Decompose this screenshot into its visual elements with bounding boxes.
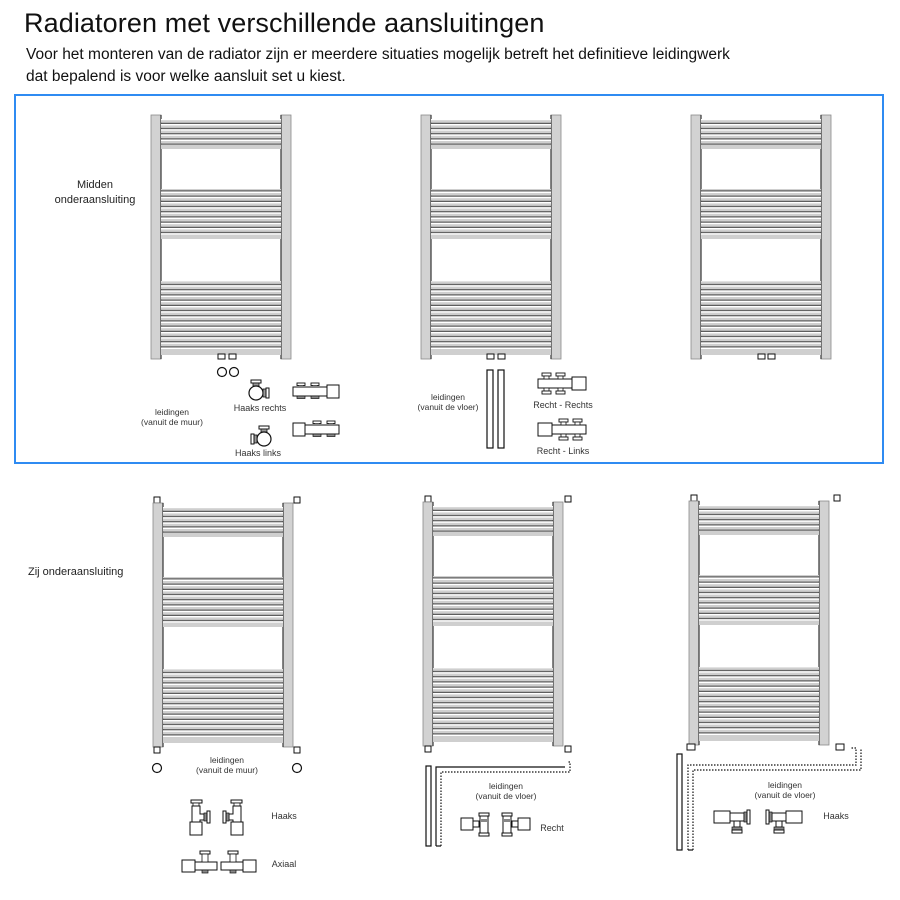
floor-pipe-icon [426, 766, 431, 846]
valve-label-recht: Recht [540, 823, 564, 833]
valve-recht-left-icon [461, 813, 489, 836]
radiator-midden-plain [691, 115, 831, 359]
wall-pipe-icon [230, 368, 239, 377]
valve-recht-links-icon [538, 419, 586, 440]
valve-label-recht-rechts: Recht - Rechts [533, 400, 593, 410]
pipes-label-line-2: (vanuit de muur) [141, 417, 203, 427]
valve-recht-right-icon [502, 813, 530, 836]
valve-label-axiaal: Axiaal [271, 859, 297, 869]
pipes-label-line-1: leidingen [209, 755, 245, 765]
pipes-label-line-2: (vanuit de vloer) [754, 790, 816, 800]
valve-axiaal-right-icon [221, 851, 256, 873]
floor-pipe-icon [498, 370, 504, 448]
valve-label-haaks-links: Haaks links [234, 448, 281, 458]
pipes-label-line-2: (vanuit de vloer) [475, 791, 537, 801]
subtitle-line-2: dat bepalend is voor welke aansluit set u kiest. [26, 68, 346, 85]
radiator-zij-wall [153, 497, 302, 773]
pipes-label-line-1: leidingen [154, 407, 190, 417]
pipes-label-midden-wall [130, 407, 214, 427]
pipes-label-zij-floor-haaks [740, 780, 830, 800]
valve-label-haaks: Haaks [271, 811, 297, 821]
valve-haaks-rechts-icon [249, 380, 269, 400]
midden-label-line-2: onderaansluiting [54, 194, 136, 206]
valve-haaks-floor-left-icon [714, 810, 750, 833]
floor-pipe-icon [677, 754, 682, 850]
valve-haaks-links-icon [251, 426, 271, 446]
valve-haaks-right-icon [223, 800, 243, 835]
valve-label-recht-links: Recht - Links [536, 446, 590, 456]
valve-label-haaks-floor: Haaks [823, 811, 849, 821]
pipes-label-line-2: (vanuit de vloer) [417, 402, 479, 412]
valve-axiaal-left-icon [182, 851, 217, 873]
wall-pipe-icon [153, 764, 162, 773]
page-title: Radiatoren met verschillende aansluitingen [24, 8, 545, 38]
pipes-label-zij-floor-recht [463, 781, 549, 801]
valve-recht-rechts-icon [538, 373, 586, 394]
pipes-label-line-1: leidingen [488, 781, 524, 791]
wall-pipe-icon [218, 368, 227, 377]
valve-pair-left-icon [293, 421, 339, 437]
pipes-label-line-1: leidingen [767, 780, 803, 790]
wall-pipe-icon [293, 764, 302, 773]
zij-section-label: Zij onderaansluiting [28, 566, 124, 578]
pipes-label-midden-floor [406, 392, 490, 412]
valve-label-haaks-rechts: Haaks rechts [233, 403, 287, 413]
valve-haaks-left-icon [190, 800, 210, 835]
radiator-midden-wall [151, 115, 291, 377]
valve-pair-right-icon [293, 383, 339, 399]
pipes-label-zij-wall [184, 755, 270, 775]
subtitle-line-1: Voor het monteren van de radiator zijn er meerdere situaties mogelijk betreft het definitieve leidingwerk [26, 46, 730, 63]
valve-haaks-floor-right-icon [766, 810, 802, 833]
pipes-label-line-1: leidingen [430, 392, 466, 402]
pipes-label-line-2: (vanuit de muur) [196, 765, 258, 775]
midden-label-line-1: Midden [76, 179, 114, 191]
